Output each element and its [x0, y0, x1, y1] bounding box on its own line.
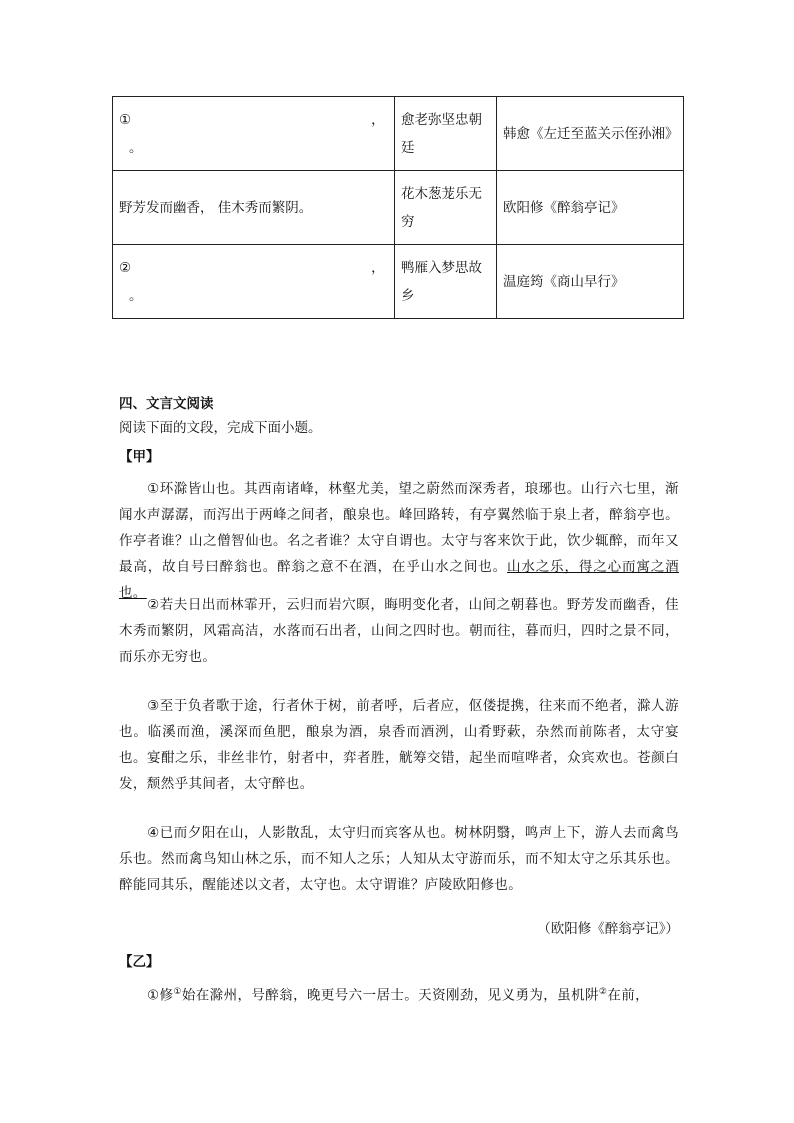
- poem-table: [112, 96, 684, 319]
- source-cell: 韩愈《左迁至蓝关示侄孙湘》: [497, 97, 684, 171]
- comma: ，: [371, 111, 385, 128]
- paragraph-text: ②若夫日出而林霏开，云归而岩穴暝，晦明变化者，山间之朝暮也。野芳发而幽香，佳木秀而繁阴，风霜高洁，水落而石出者，山间之四时也。朝而往，暮而归，四时之景不同，而乐亦无穷也。: [119, 597, 679, 665]
- paragraph-text: ③至于负者歌于途，行者休于树，前者呼，后者应，伛偻提携，往来而不绝者，滁人游也。临溪而渔，溪深而鱼肥，酿泉为酒，泉香而酒洌，山肴野蔌，杂然而前陈者，太守宴也。宴酣之乐，非丝非竹，射者中，弈者胜，觥筹交错，起坐而喧哗者，众宾欢也。苍颜白发，颓然乎其间者，太守醉也。: [119, 698, 679, 792]
- table-row: [113, 97, 684, 171]
- passage-jia-paragraph-4: [119, 820, 679, 898]
- blank-cell-1[interactable]: [113, 97, 395, 171]
- passage-yi-paragraph-1: [119, 979, 679, 1009]
- blank-cell-2[interactable]: [113, 245, 395, 319]
- passage-jia-tag: 【甲】: [119, 449, 160, 465]
- period: 。: [129, 287, 143, 304]
- source-cell: 欧阳修《醉翁亭记》: [497, 171, 684, 245]
- item-number: ②: [119, 259, 132, 276]
- paragraph-text: 始在滁州，号醉翁，晚更号六一居士。天资刚劲，见义勇为，虽机阱: [181, 987, 599, 1004]
- period: 。: [129, 139, 143, 156]
- underlined-sentence: 山水之乐，得之心而寓之酒也。: [119, 559, 679, 601]
- passage-jia-paragraph-1: [119, 476, 679, 606]
- paragraph-text: ①修: [147, 987, 174, 1004]
- theme-cell: 鸭雁入梦思故乡: [395, 245, 497, 319]
- passage-jia-paragraph-3: [119, 693, 679, 797]
- paragraph-text: 在前，: [607, 987, 650, 1004]
- item-number: ①: [119, 111, 132, 128]
- passage-jia-paragraph-2: [119, 592, 679, 670]
- comma: ，: [371, 259, 385, 276]
- footnote-marker: ②: [598, 987, 608, 997]
- section-instruction: 阅读下面的文段，完成下面小题。: [119, 420, 322, 436]
- paragraph-text: ④已而夕阳在山，人影散乱，太守归而宾客从也。树林阴翳，鸣声上下，游人去而禽鸟乐也。然而禽鸟知山林之乐，而不知人之乐；人知从太守游而乐，而不知太守之乐其乐也。醉能同其乐，醒能述以文者，太守也。太守谓谁？庐陵欧阳修也。: [119, 825, 679, 893]
- table-row: [113, 245, 684, 319]
- footnote-marker: ①: [173, 987, 182, 997]
- theme-cell: 花木葱茏乐无穷: [395, 171, 497, 245]
- verse-cell: 野芳发而幽香， 佳木秀而繁阴。: [113, 171, 395, 245]
- source-cell: 温庭筠《商山早行》: [497, 245, 684, 319]
- table-row: [113, 171, 684, 245]
- section-heading: 四、文言文阅读: [119, 396, 214, 412]
- paragraph-text: ①环滁皆山也。其西南诸峰，林壑尤美，望之蔚然而深秀者，琅琊也。山行六七里，渐闻水声潺潺，而泻出于两峰之间者，酿泉也。峰回路转，有亭翼然临于泉上者，醉翁亭也。作亭者谁？山之僧智仙也。名之者谁？太守自谓也。太守与客来饮于此，饮少辄醉，而年又最高，故自号曰醉翁也。醉翁之意不在酒，在乎山水之间也。: [119, 481, 679, 575]
- passage-yi-tag: 【乙】: [119, 954, 160, 970]
- theme-cell: 愈老弥坚忠朝廷: [395, 97, 497, 171]
- passage-jia-source: （欧阳修《醉翁亭记》）: [537, 921, 679, 937]
